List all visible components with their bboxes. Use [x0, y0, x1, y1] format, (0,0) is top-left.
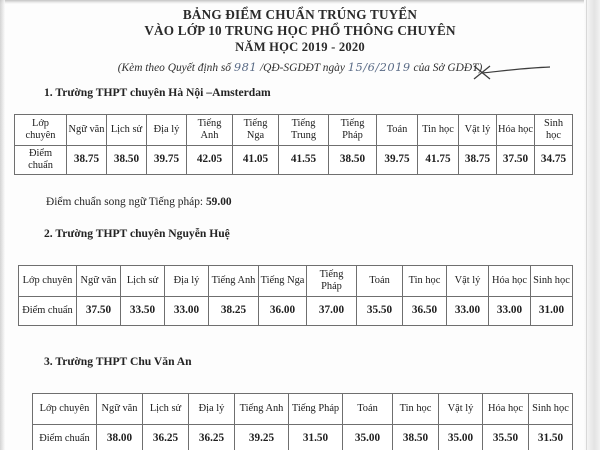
score-cell: 35.00 — [343, 425, 393, 450]
subtitle-suffix: của Sở GDĐT) — [413, 62, 483, 74]
column-header: Sinh học — [535, 115, 573, 146]
column-header: Tin học — [393, 394, 439, 425]
column-header: Địa lý — [165, 266, 209, 297]
column-header: Tiếng Trung — [279, 115, 329, 146]
score-cell: 37.50 — [77, 297, 121, 326]
score-cell: 33.00 — [165, 297, 209, 326]
column-header: Sinh học — [529, 394, 573, 425]
bilingual-french-note — [46, 196, 232, 208]
column-header: Lớp chuyên — [15, 115, 67, 146]
score-cell: 37.50 — [497, 146, 535, 175]
column-header: Ngữ văn — [97, 394, 143, 425]
column-header: Tiếng Anh — [209, 266, 259, 297]
score-cell: 35.00 — [439, 425, 483, 450]
row-label: Điểm chuẩn — [19, 297, 77, 326]
score-cell: 38.75 — [459, 146, 497, 175]
column-header: Vật lý — [439, 394, 483, 425]
column-header: Ngữ văn — [77, 266, 121, 297]
column-header: Lịch sử — [143, 394, 189, 425]
row-label: Điểm chuẩn — [33, 425, 97, 450]
document-title-line-3: NĂM HỌC 2019 - 2020 — [235, 40, 365, 54]
score-cell: 35.50 — [357, 297, 403, 326]
score-cell: 38.50 — [329, 146, 377, 175]
row-label: Điểm chuẩn — [15, 146, 67, 175]
score-cell: 36.50 — [403, 297, 447, 326]
score-cell: 39.75 — [147, 146, 187, 175]
section-heading-school-1: 1. Trường THPT chuyên Hà Nội –Amsterdam — [44, 86, 271, 99]
column-header: Hóa học — [489, 266, 531, 297]
score-table-school-2-container — [18, 265, 574, 326]
score-cell: 39.75 — [377, 146, 418, 175]
handwritten-flourish-mark — [472, 64, 558, 82]
bilingual-note-value: 59.00 — [205, 196, 232, 208]
score-cell: 39.25 — [235, 425, 289, 450]
score-table-school-1-container — [14, 114, 574, 175]
score-cell: 31.50 — [529, 425, 573, 450]
table-row — [19, 297, 573, 326]
column-header: Tin học — [418, 115, 459, 146]
score-cell: 33.00 — [447, 297, 489, 326]
score-cell: 36.25 — [143, 425, 189, 450]
column-header: Tiếng Pháp — [329, 115, 377, 146]
score-table-school-3 — [32, 393, 573, 450]
column-header: Địa lý — [189, 394, 235, 425]
score-cell: 42.05 — [187, 146, 233, 175]
score-cell: 33.50 — [121, 297, 165, 326]
document-title-line-1: BẢNG ĐIỂM CHUẨN TRÚNG TUYỂN — [182, 7, 418, 22]
column-header: Tiếng Anh — [187, 115, 233, 146]
table-row — [33, 425, 573, 450]
score-cell: 38.25 — [209, 297, 259, 326]
column-header: Vật lý — [459, 115, 497, 146]
column-header: Tiếng Pháp — [307, 266, 357, 297]
score-table-school-3-container — [32, 393, 574, 450]
column-header: Toán — [343, 394, 393, 425]
table-header-row — [15, 115, 573, 146]
bilingual-note-label: Điểm chuẩn song ngữ Tiếng pháp: — [46, 196, 204, 208]
score-cell: 38.00 — [97, 425, 143, 450]
column-header: Tiếng Pháp — [289, 394, 343, 425]
table-header-row — [33, 394, 573, 425]
table-header-row — [19, 266, 573, 297]
score-cell: 38.50 — [107, 146, 147, 175]
column-header: Tiếng Nga — [259, 266, 307, 297]
column-header: Hóa học — [497, 115, 535, 146]
column-header: Tin học — [403, 266, 447, 297]
score-cell: 31.00 — [531, 297, 573, 326]
column-header: Sinh học — [531, 266, 573, 297]
column-header: Ngữ văn — [67, 115, 107, 146]
score-cell: 41.75 — [418, 146, 459, 175]
document-title-block — [0, 0, 600, 76]
column-header: Toán — [377, 115, 418, 146]
column-header: Lớp chuyên — [19, 266, 77, 297]
score-cell: 38.50 — [393, 425, 439, 450]
document-title-line-2: VÀO LỚP 10 TRUNG HỌC PHỔ THÔNG CHUYÊN — [144, 23, 456, 38]
score-cell: 38.75 — [67, 146, 107, 175]
section-heading-school-2: 2. Trường THPT chuyên Nguyễn Huệ — [44, 227, 230, 240]
score-cell: 34.75 — [535, 146, 573, 175]
score-table-school-1 — [14, 114, 573, 175]
document-subtitle — [0, 60, 600, 76]
column-header: Toán — [357, 266, 403, 297]
subtitle-middle: /QĐ-SGDĐT ngày — [259, 62, 345, 74]
handwritten-decision-date: 15/6/2019 — [347, 60, 411, 74]
column-header: Lớp chuyên — [33, 394, 97, 425]
column-header: Tiếng Nga — [233, 115, 279, 146]
table-row — [15, 146, 573, 175]
handwritten-decision-number: 981 — [233, 60, 258, 74]
column-header: Lịch sử — [107, 115, 147, 146]
column-header: Địa lý — [147, 115, 187, 146]
column-header: Tiếng Anh — [235, 394, 289, 425]
column-header: Hóa học — [483, 394, 529, 425]
column-header: Vật lý — [447, 266, 489, 297]
score-cell: 36.00 — [259, 297, 307, 326]
score-cell: 37.00 — [307, 297, 357, 326]
score-cell: 41.05 — [233, 146, 279, 175]
score-cell: 36.25 — [189, 425, 235, 450]
score-cell: 31.50 — [289, 425, 343, 450]
score-cell: 35.50 — [483, 425, 529, 450]
subtitle-prefix: (Kèm theo Quyết định số — [117, 62, 232, 74]
score-cell: 33.00 — [489, 297, 531, 326]
column-header: Lịch sử — [121, 266, 165, 297]
section-heading-school-3: 3. Trường THPT Chu Văn An — [44, 355, 192, 368]
score-table-school-2 — [18, 265, 573, 326]
score-cell: 41.55 — [279, 146, 329, 175]
